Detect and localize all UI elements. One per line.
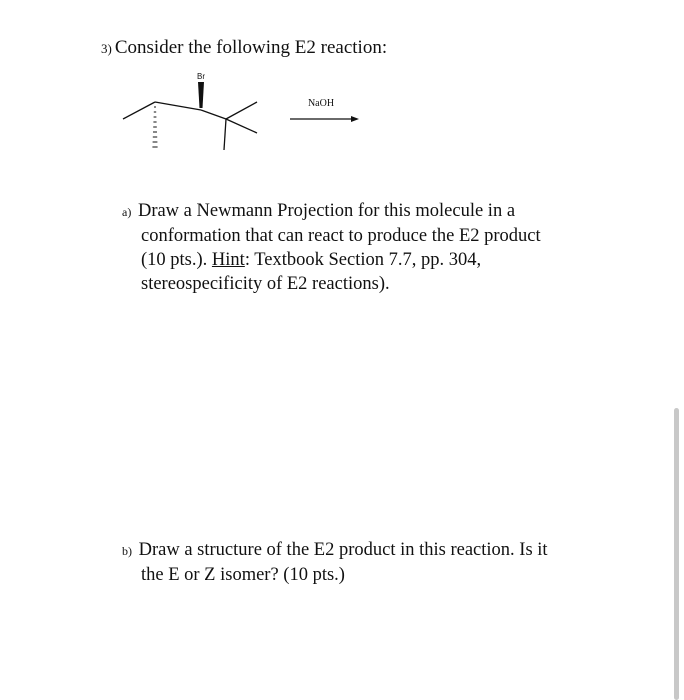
question-number: 3) [101,41,112,56]
reagent-label: NaOH [307,98,335,109]
bond-c2-c3 [155,102,201,110]
part-b-line-1: b) Draw a structure of the E2 product in this reaction. Is it [122,540,548,560]
bond-c3-c4 [201,110,226,119]
hashed-bond-methyl [152,107,157,147]
skeletal-structure [123,102,257,150]
part-a-label: a) [122,205,132,219]
part-a-line-4: stereospecificity of E2 reactions). [141,274,390,294]
question-title [101,36,387,61]
part-a-line-1: a) Draw a Newmann Projection for this molecule in a [122,201,516,221]
part-a-line-2: conformation that can react to produce the E2 product [141,226,541,246]
part-b [122,538,548,587]
wedge-bond-br [198,82,204,108]
bond-c4-methyl-b [224,119,226,150]
reaction-scheme [110,66,370,166]
bromine-label: Br [197,72,205,81]
reaction-arrow [290,116,359,122]
hint-label: Hint [211,250,245,270]
bond-c1-c2 [123,102,155,119]
part-b-label: b) [122,544,132,558]
bond-c4-methyl-a [226,119,257,133]
question-text: Consider the following E2 reaction: [114,37,388,58]
vertical-scrollbar[interactable] [674,408,679,700]
bond-c4-c5 [226,102,257,119]
part-b-line-2: the E or Z isomer? (10 pts.) [141,565,345,585]
part-a-line-3: (10 pts.). Hint: Textbook Section 7.7, pp. 304, [141,250,482,270]
part-a [122,199,541,296]
